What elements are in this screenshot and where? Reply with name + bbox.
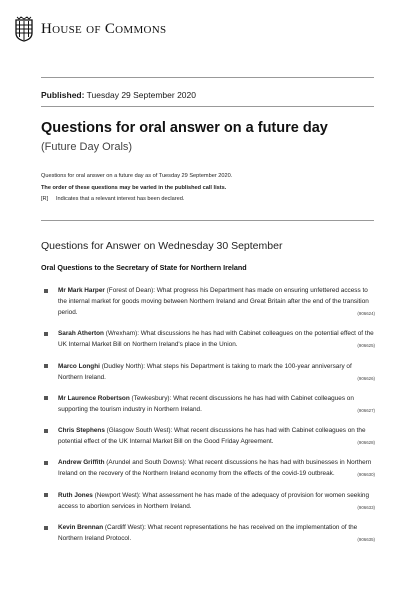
question-ref: (906628) <box>357 440 375 446</box>
member-name: Marco Longhi <box>58 362 100 370</box>
member-name: Mr Mark Harper <box>58 287 105 294</box>
intro-divider <box>41 220 374 221</box>
question-item <box>41 361 375 383</box>
top-divider <box>41 77 374 78</box>
question-item <box>41 457 375 479</box>
member-constituency: (Tewkesbury): <box>131 394 172 402</box>
member-name: Chris Stephens <box>58 427 105 435</box>
question-text: What recent discussions he has had with businesses in Northern Ireland on the recovery of the Northern Ireland economy from the effects of the covid-19 outbreak. <box>58 459 372 478</box>
question-ref: (906625) <box>357 343 375 349</box>
bullet-icon <box>44 396 48 400</box>
member-constituency: (Newport West): <box>94 491 141 499</box>
question-text: What recent discussions he has had with Cabinet colleagues on the potential effect of the UK Internal Market Bill on the Good Friday Agreement. <box>58 427 366 446</box>
question-ref: (906626) <box>357 375 375 381</box>
bullet-icon <box>44 429 48 433</box>
published-date: Tuesday 29 September 2020 <box>86 90 196 100</box>
bullet-icon <box>44 332 48 336</box>
question-ref: (906630) <box>357 472 375 478</box>
intro-line-2: The order of these questions may be varied in the published call lists. <box>41 184 227 191</box>
question-item <box>41 328 375 350</box>
published-label: Published: <box>41 90 85 100</box>
question-item <box>41 490 375 512</box>
question-item <box>41 393 375 415</box>
member-name: Sarah Atherton <box>58 330 104 338</box>
published-divider <box>41 106 374 107</box>
question-ref: (906627) <box>357 407 375 413</box>
page-header <box>13 14 166 44</box>
question-item <box>41 425 375 447</box>
bullet-icon <box>44 461 48 465</box>
bullet-icon <box>44 364 48 368</box>
bullet-icon <box>44 526 48 530</box>
section-title: Questions for Answer on Wednesday 30 September <box>41 240 283 252</box>
question-ref: (906633) <box>357 504 375 510</box>
member-name: Andrew Griffith <box>58 459 105 467</box>
member-name: Ruth Jones <box>58 491 93 499</box>
bullet-icon <box>44 493 48 497</box>
bullet-icon <box>44 289 48 293</box>
house-name: House of Commons <box>41 20 167 37</box>
member-constituency: (Wrexham): <box>105 330 139 338</box>
question-list <box>41 285 375 554</box>
department-heading: Oral Questions to the Secretary of State for Northern Ireland <box>41 263 247 272</box>
question-text: What recent representations he has received on the implementation of the Northern Ireland Protocol. <box>58 524 358 543</box>
member-constituency: (Dudley North): <box>101 362 146 370</box>
page-title: Questions for oral answer on a future day <box>41 120 328 136</box>
question-text: What recent discussions he has had with Cabinet colleagues on supporting the tourism industry in Northern Ireland. <box>58 394 354 413</box>
page-subtitle: (Future Day Orals) <box>41 141 133 153</box>
question-text: What assessment he has made of the adequacy of provision for women seeking access to abortion services in Northern Ireland. <box>58 491 370 510</box>
portcullis-icon <box>13 16 35 42</box>
member-name: Mr Laurence Robertson <box>58 394 130 402</box>
intro-block <box>41 171 232 206</box>
question-ref: (906624) <box>357 311 375 316</box>
intro-line-3 <box>41 194 232 206</box>
question-text: What progress his Department has made on ensuring unfettered access to the internal market for goods moving between Northern Ireland and Great Britain after the end of the transition period. <box>58 287 369 316</box>
r-marker: [R] <box>41 196 49 202</box>
published-line <box>41 90 196 100</box>
member-constituency: (Arundel and South Downs): <box>106 459 187 467</box>
member-constituency: (Glasgow South West): <box>106 427 173 435</box>
question-text: What discussions he has had with Cabinet colleagues on the potential effect of the UK Internal Market Bill on Northern Ireland's place in the Union. <box>58 330 374 349</box>
question-item <box>41 285 375 318</box>
question-item <box>41 522 375 544</box>
r-explanation: Indicates that a relevant interest has been declared. <box>56 196 185 202</box>
member-constituency: (Forest of Dean): <box>106 287 155 294</box>
member-constituency: (Cardiff West): <box>104 524 146 532</box>
question-text: What steps his Department is taking to mark the 100-year anniversary of Northern Ireland. <box>58 362 352 381</box>
question-ref: (906635) <box>357 537 375 543</box>
intro-line-1: Questions for oral answer on a future day as of Tuesday 29 September 2020. <box>41 173 233 179</box>
member-name: Kevin Brennan <box>58 524 104 532</box>
